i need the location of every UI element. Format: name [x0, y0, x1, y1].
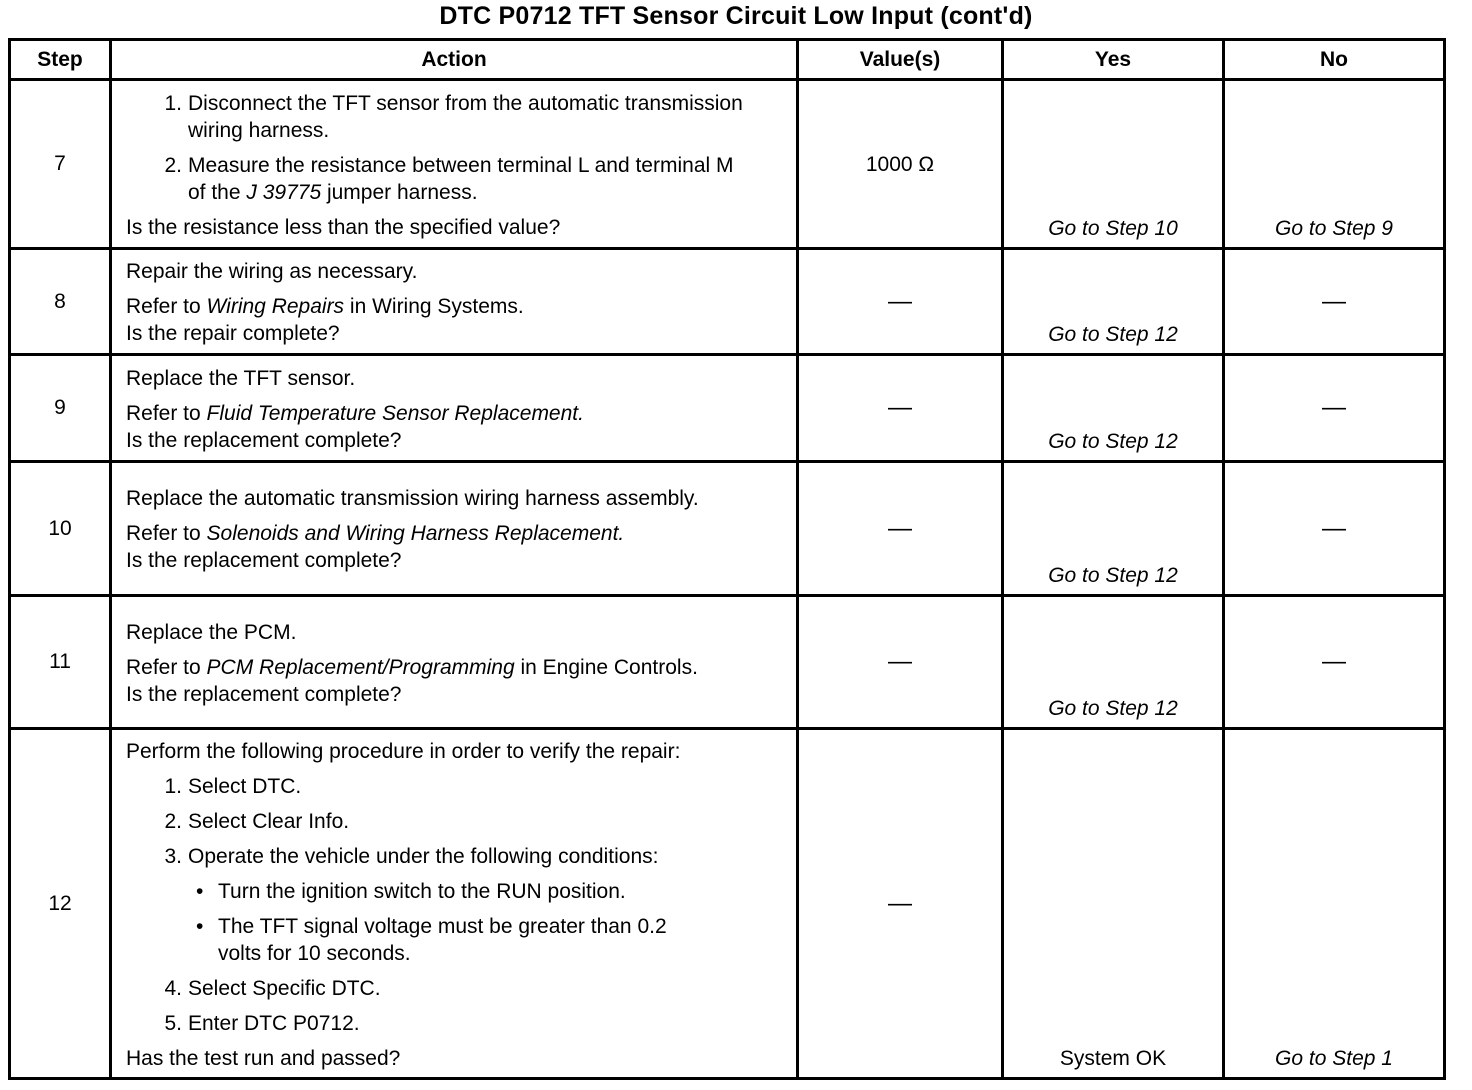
item-text: Disconnect the TFT sensor from the automatic transmission wiring harness.: [188, 91, 743, 142]
action-cell: [111, 729, 798, 1079]
header-values: Value(s): [798, 40, 1003, 80]
list-item: [126, 808, 786, 835]
yes-link[interactable]: Go to Step 12: [1003, 355, 1224, 462]
question-text: Has the test run and passed?: [126, 1046, 401, 1070]
item-number: 4.: [164, 976, 182, 1000]
list-item: [126, 843, 786, 870]
item-number: 1.: [164, 91, 182, 115]
reference-prefix: Refer to: [126, 295, 207, 318]
page-title: DTC P0712 TFT Sensor Circuit Low Input (cont'd): [439, 2, 1033, 30]
tool-reference: J 39775: [246, 180, 322, 204]
yes-link[interactable]: Go to Step 10: [1003, 80, 1224, 249]
item-text: Select Clear Info.: [188, 809, 350, 833]
reference-prefix: Refer to: [126, 655, 207, 679]
question-text: Is the replacement complete?: [126, 682, 402, 706]
list-item: [126, 90, 786, 144]
no-cell: —: [1224, 249, 1445, 355]
action-cell: [111, 249, 798, 355]
table-row: [10, 596, 1445, 729]
action-cell: [111, 355, 798, 462]
item-number: 1.: [164, 774, 182, 798]
reference-link[interactable]: Wiring Repairs: [206, 295, 345, 318]
table-row: [10, 80, 1445, 249]
reference-link[interactable]: Fluid Temperature Sensor Replacement.: [206, 401, 584, 425]
bullet-item: [126, 878, 786, 905]
intro-text: Perform the following procedure in order to verify the repair:: [126, 739, 681, 763]
reference-suffix: in Engine Controls.: [514, 655, 698, 679]
no-link[interactable]: Go to Step 1: [1224, 729, 1445, 1079]
item-text: jumper harness.: [321, 180, 478, 204]
step-number: 10: [10, 462, 111, 596]
item-text: Operate the vehicle under the following conditions:: [188, 844, 659, 868]
reference-prefix: Refer to: [126, 522, 207, 545]
reference-link[interactable]: PCM Replacement/Programming: [206, 655, 515, 679]
list-item: [126, 152, 786, 206]
value-cell: —: [798, 462, 1003, 596]
bullet-text: Turn the ignition switch to the RUN position.: [218, 879, 626, 903]
action-text: Replace the automatic transmission wiring harness assembly.: [126, 487, 699, 510]
list-item: [126, 975, 786, 1002]
no-cell: —: [1224, 462, 1445, 596]
step-number: 12: [10, 729, 111, 1079]
item-number: 2.: [164, 809, 182, 833]
header-action: Action: [111, 40, 798, 80]
item-number: 5.: [164, 1011, 182, 1035]
bullet-text: The TFT signal voltage must be greater than 0.2 volts for 10 seconds.: [218, 914, 667, 965]
item-text: Select Specific DTC.: [188, 976, 381, 1000]
no-cell: —: [1224, 355, 1445, 462]
reference-text: [126, 400, 786, 427]
action-cell: [111, 80, 798, 249]
value-cell: —: [798, 249, 1003, 355]
item-text: Select DTC.: [188, 774, 302, 798]
diagnostic-table: [8, 38, 1446, 1080]
step-number: 7: [10, 80, 111, 249]
header-no: No: [1224, 40, 1445, 80]
question-text: Is the replacement complete?: [126, 428, 402, 452]
table-row: [10, 462, 1445, 596]
action-cell: [111, 596, 798, 729]
yes-link[interactable]: Go to Step 12: [1003, 462, 1224, 596]
table-row: [10, 729, 1445, 1079]
action-text: Replace the PCM.: [126, 620, 297, 644]
no-link[interactable]: Go to Step 9: [1224, 80, 1445, 249]
yes-result: System OK: [1003, 729, 1224, 1079]
step-number: 11: [10, 596, 111, 729]
item-text: Measure the resistance between terminal L and terminal M of the: [188, 153, 734, 204]
action-text: Repair the wiring as necessary.: [126, 260, 418, 283]
header-step: Step: [10, 40, 111, 80]
yes-link[interactable]: Go to Step 12: [1003, 596, 1224, 729]
value-cell: 1000 Ω: [798, 80, 1003, 249]
item-number: 2.: [164, 153, 182, 177]
list-item: [126, 1010, 786, 1037]
action-cell: [111, 462, 798, 596]
step-number: 9: [10, 355, 111, 462]
table-row: [10, 355, 1445, 462]
list-item: [126, 773, 786, 800]
reference-prefix: Refer to: [126, 401, 207, 425]
header-yes: Yes: [1003, 40, 1224, 80]
bullet-item: [126, 913, 786, 967]
yes-link[interactable]: Go to Step 12: [1003, 249, 1224, 355]
item-number: 3.: [164, 844, 182, 868]
item-text: Enter DTC P0712.: [188, 1011, 360, 1035]
question-text: Is the repair complete?: [126, 322, 340, 345]
reference-suffix: in Wiring Systems.: [344, 295, 524, 318]
step-number: 8: [10, 249, 111, 355]
value-cell: —: [798, 355, 1003, 462]
table-row: [10, 249, 1445, 355]
table-header-row: [10, 40, 1445, 80]
bullet-icon: •: [196, 914, 204, 938]
question-text: Is the resistance less than the specified value?: [126, 215, 561, 239]
reference-text: [126, 293, 786, 320]
value-cell: —: [798, 596, 1003, 729]
question-text: Is the replacement complete?: [126, 549, 402, 572]
reference-text: [126, 520, 786, 547]
reference-text: [126, 654, 726, 681]
reference-link[interactable]: Solenoids and Wiring Harness Replacement.: [206, 522, 625, 545]
action-text: Replace the TFT sensor.: [126, 366, 356, 390]
bullet-icon: •: [196, 879, 204, 903]
value-cell: —: [798, 729, 1003, 1079]
no-cell: —: [1224, 596, 1445, 729]
